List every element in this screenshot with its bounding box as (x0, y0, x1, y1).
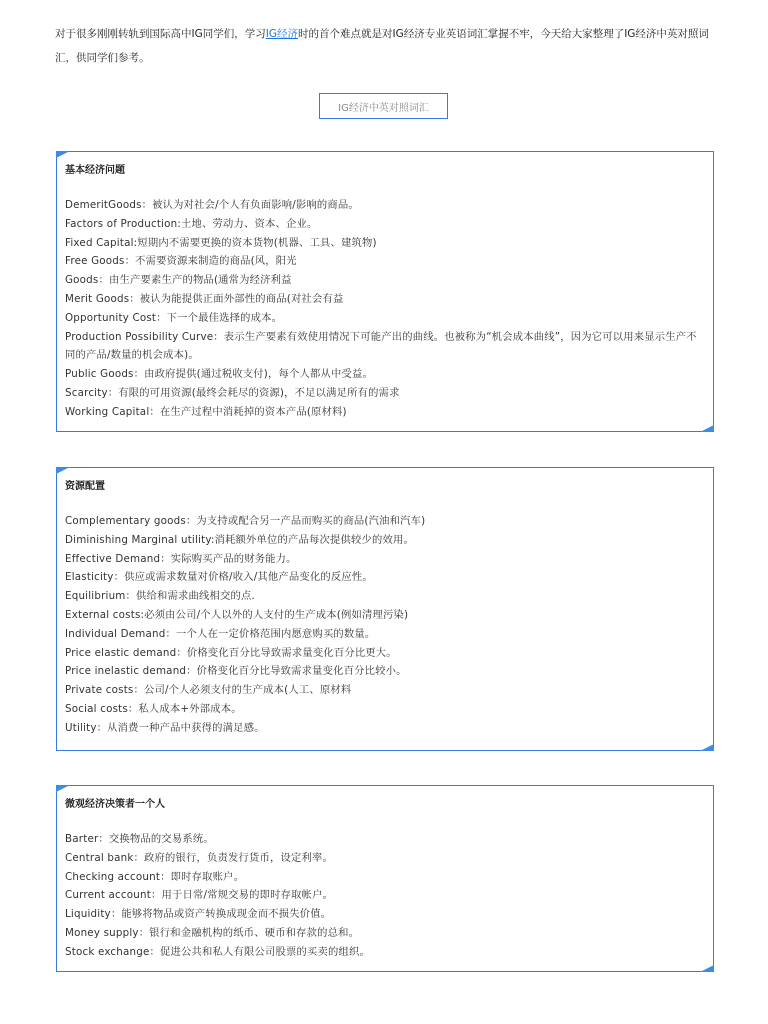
intro-text-before: 对于很多刚刚转轨到国际高中IG同学们，学习 (55, 28, 266, 40)
term-item: Utility：从消费一种产品中获得的满足感。 (65, 721, 265, 734)
section-heading: 基本经济问题 (65, 165, 125, 176)
term-item: Central bank：政府的银行，负责发行货币，设定利率。 (65, 851, 333, 864)
section-heading: 资源配置 (65, 481, 105, 492)
term-item: DemeritGoods：被认为对社会/个人有负面影响/影响的商品。 (65, 199, 359, 211)
term-item: Price elastic demand：价格变化百分比导致需求量变化百分比更大。 (65, 646, 397, 659)
term-item: Effective Demand：实际购买产品的财务能力。 (65, 552, 297, 565)
term-item: Production Possibility Curve：表示生产要素有效使用情况下可能产出的曲线。也被称为“机会成本曲线”，因为它可以用来显示生产不同的产品/数量的机会成本)。 (65, 330, 697, 362)
term-item: Scarcity：有限的可用资源(最终会耗尽的资源)，不足以满足所有的需求 (65, 386, 400, 399)
vocabulary-title-box: IG经济中英对照词汇 (319, 93, 448, 119)
term-item: Social costs：私人成本+外部成本。 (65, 702, 242, 715)
term-item: Free Goods：不需要资源来制造的商品(风，阳光 (65, 255, 297, 268)
term-item: Complementary goods：为支持或配合另一产品而购买的商品(汽油和汽车) (65, 515, 426, 527)
term-item: Equilibrium：供给和需求曲线相交的点. (65, 590, 255, 603)
term-item: Diminishing Marginal utility:消耗额外单位的产品每次提供较少的效用。 (65, 533, 415, 546)
term-item: Factors of Production:土地、劳动力、资本、企业。 (65, 217, 318, 230)
intro-text-after: 时的首个难点就是对IG经济专业英语词汇掌握不牢，今天给大家整理了IG经济中英对照词汇，供同学们参考。 (55, 28, 709, 64)
term-item: Individual Demand：一个人在一定价格范围内愿意购买的数量。 (65, 627, 376, 640)
term-item: Working Capital：在生产过程中消耗掉的资本产品(原材料) (65, 405, 347, 418)
intro-paragraph (55, 22, 715, 70)
section-microeconomic-decision-makers (56, 785, 714, 972)
term-item: Elasticity：供应或需求数量对价格/收入/其他产品变化的反应性。 (65, 571, 373, 584)
term-item: External costs:必须由公司/个人以外的人支付的生产成本(例如清理污染) (65, 608, 409, 621)
term-item: Goods：由生产要素生产的物品(通常为经济利益 (65, 274, 292, 287)
term-item: Checking account：即时存取账户。 (65, 870, 245, 883)
section-heading: 微观经济决策者一个人 (65, 799, 165, 810)
term-item: Stock exchange：促进公共和私人有限公司股票的买卖的组织。 (65, 945, 370, 958)
term-item: Money supply：银行和金融机构的纸币、硬币和存款的总和。 (65, 926, 360, 939)
ig-economics-link[interactable]: IG经济 (265, 28, 298, 40)
term-item: Fixed Capital:短期内不需要更换的资本货物(机器、工具、建筑物) (65, 236, 377, 249)
term-item: Price inelastic demand：价格变化百分比导致需求量变化百分比较小。 (65, 665, 407, 678)
term-item: Public Goods：由政府提供(通过税收支付)，每个人都从中受益。 (65, 368, 373, 381)
term-item: Liquidity：能够将物品或资产转换成现金而不损失价值。 (65, 908, 332, 921)
section-basic-economic-problem (56, 151, 714, 432)
term-item: Current account：用于日常/常规交易的即时存取帐户。 (65, 889, 334, 902)
section-resource-allocation (56, 467, 714, 751)
term-item: Merit Goods：被认为能提供正面外部性的商品(对社会有益 (65, 292, 344, 305)
term-item: Private costs：公司/个人必须支付的生产成本(人工、原材料 (65, 684, 352, 697)
term-item: Opportunity Cost：下一个最佳选择的成本。 (65, 311, 283, 324)
term-item: Barter：交换物品的交易系统。 (65, 833, 214, 845)
